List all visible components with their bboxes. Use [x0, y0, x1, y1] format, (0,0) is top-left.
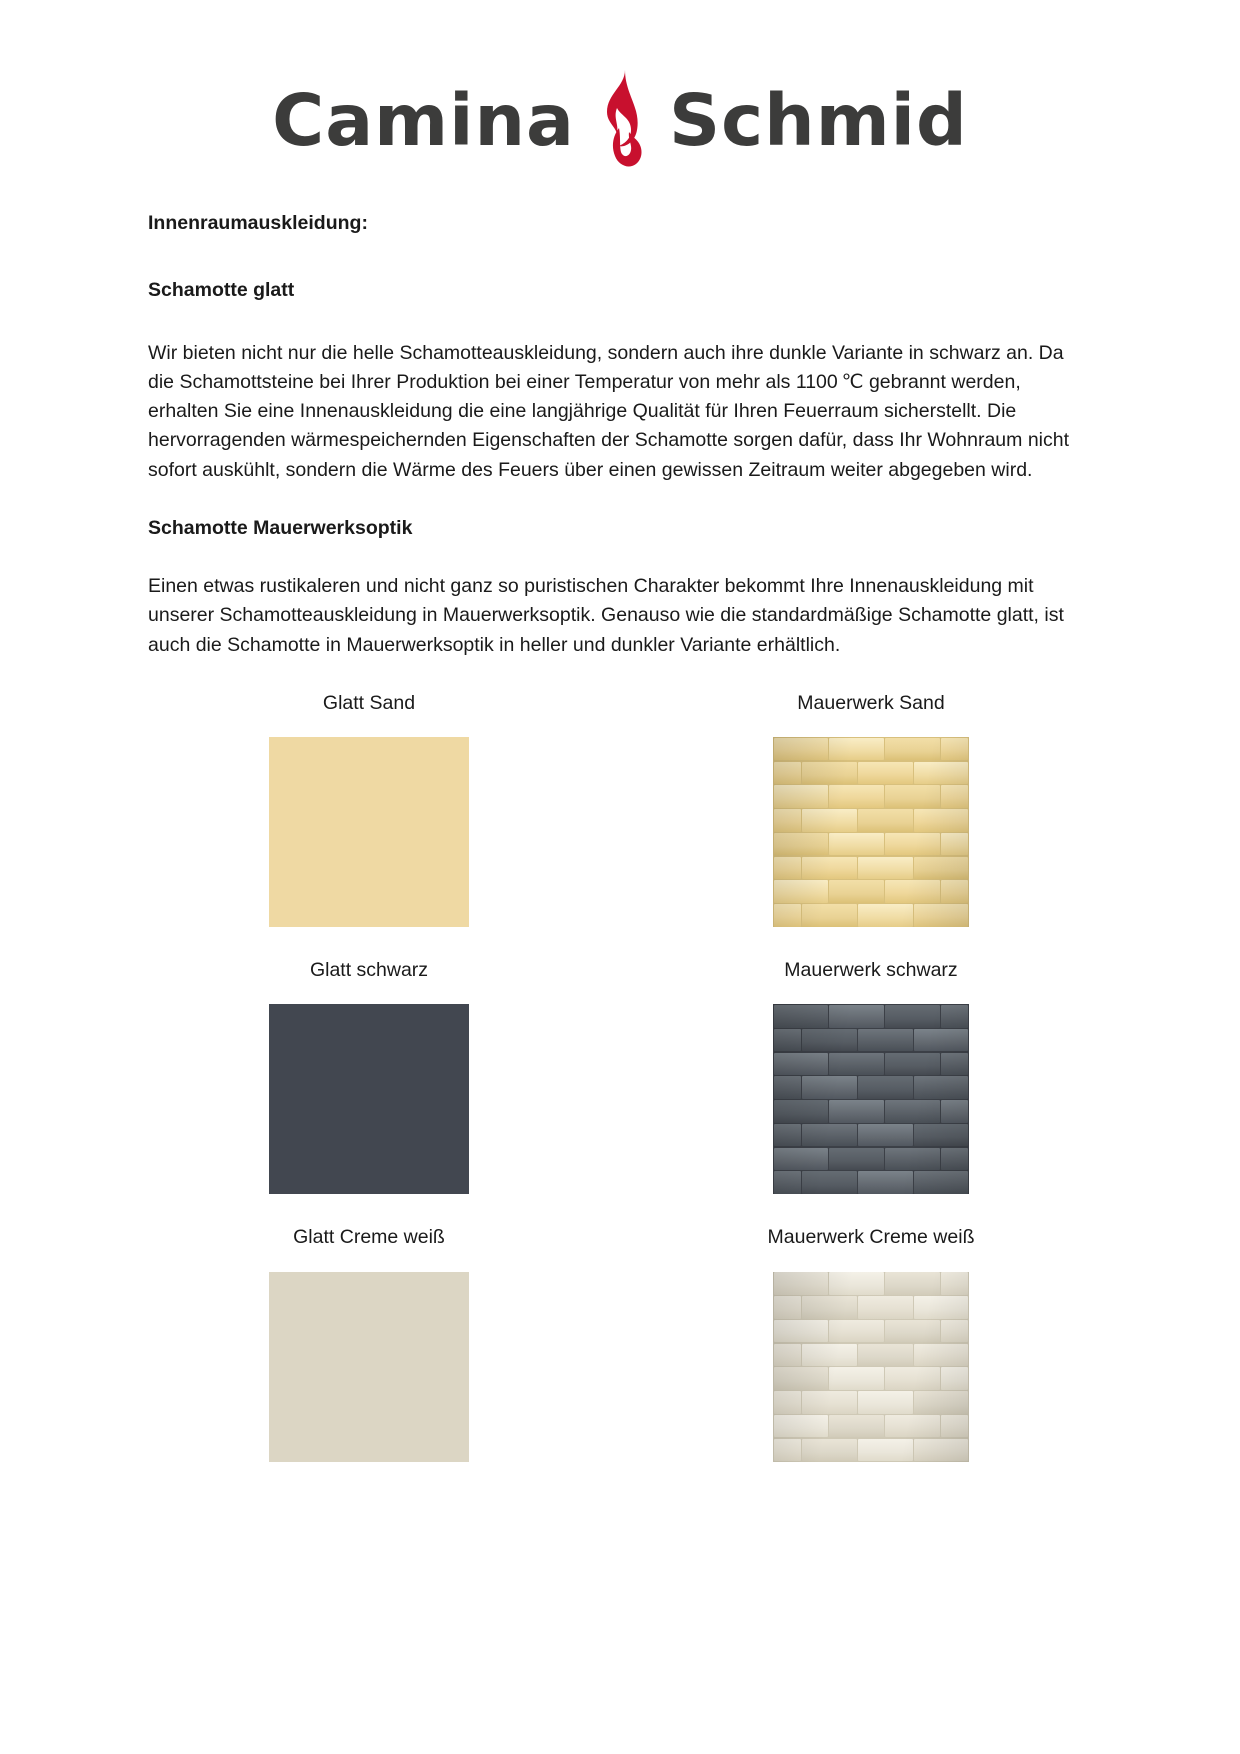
sample-row: [148, 957, 1092, 1194]
swatch-glatt-creme-weiss: [269, 1272, 469, 1462]
sample-mauerwerk-creme-weiss: [650, 1224, 1092, 1461]
sample-row: [148, 690, 1092, 927]
sample-caption: Glatt schwarz: [309, 959, 429, 982]
sample-glatt-creme-weiss: [148, 1224, 590, 1461]
sample-caption: Mauerwerk Creme weiß: [767, 1226, 975, 1249]
swatch-mauerwerk-schwarz: [773, 1004, 969, 1194]
sample-caption: Glatt Creme weiß: [293, 1226, 445, 1249]
sample-row: [148, 1224, 1092, 1461]
sample-glatt-sand: [148, 690, 590, 927]
sample-caption: Glatt Sand: [322, 691, 416, 714]
swatch-glatt-schwarz: [269, 1004, 469, 1194]
flame-icon: [595, 68, 649, 172]
section-body-schamotte-glatt: Wir bieten nicht nur die helle Schamotteauskleidung, sondern auch ihre dunkle Variante in schwarz an. Da die Schamottsteine bei Ihrer Produktion bei einer Temperatur von mehr als 1100 ℃ gebrannt werden, erhalten Sie eine Innenauskleidung die eine langjährige Qualität für Ihren Feuerraum sicherstellt. Die hervorragenden wärmespeichernden Eigenschaften der Schamotte sorgen dafür, dass Ihr Wohnraum nicht sofort auskühlt, sondern die Wärme des Feuers über einen gewissen Zeitraum weiter abgegeben wird.: [148, 341, 1070, 481]
logo-word-camina: Camina: [272, 78, 575, 162]
sample-glatt-schwarz: [148, 957, 590, 1194]
section-body-mauerwerksoptik: Einen etwas rustikaleren und nicht ganz so puristischen Charakter bekommt Ihre Innenauskleidung mit unserer Schamotteauskleidung in Mauerwerksoptik. Genauso wie die standardmäßige Schamotte glatt, ist auch die Schamotte in Mauerwerksoptik in heller und dunkler Variante erhältlich.: [148, 575, 1064, 656]
swatch-mauerwerk-creme-weiss: [773, 1272, 969, 1462]
swatch-glatt-sand: [269, 737, 469, 927]
brand-logo: [148, 0, 1092, 210]
brick-pattern: [773, 1004, 969, 1194]
sample-caption: Mauerwerk schwarz: [784, 959, 958, 982]
logo-word-schmid: Schmid: [668, 78, 968, 162]
section-title-mauerwerksoptik: Schamotte Mauerwerksoptik: [148, 516, 413, 539]
sample-caption: Mauerwerk Sand: [797, 691, 945, 714]
page-title: Innenraumauskleidung:: [148, 212, 368, 234]
section-title-schamotte-glatt: Schamotte glatt: [148, 279, 295, 302]
brick-pattern: [773, 737, 969, 927]
sample-grid: [148, 690, 1092, 1462]
sample-mauerwerk-schwarz: [650, 957, 1092, 1194]
brick-pattern: [773, 1272, 969, 1462]
sample-mauerwerk-sand: [650, 690, 1092, 927]
logo-lockup: [272, 68, 968, 172]
swatch-mauerwerk-sand: [773, 737, 969, 927]
